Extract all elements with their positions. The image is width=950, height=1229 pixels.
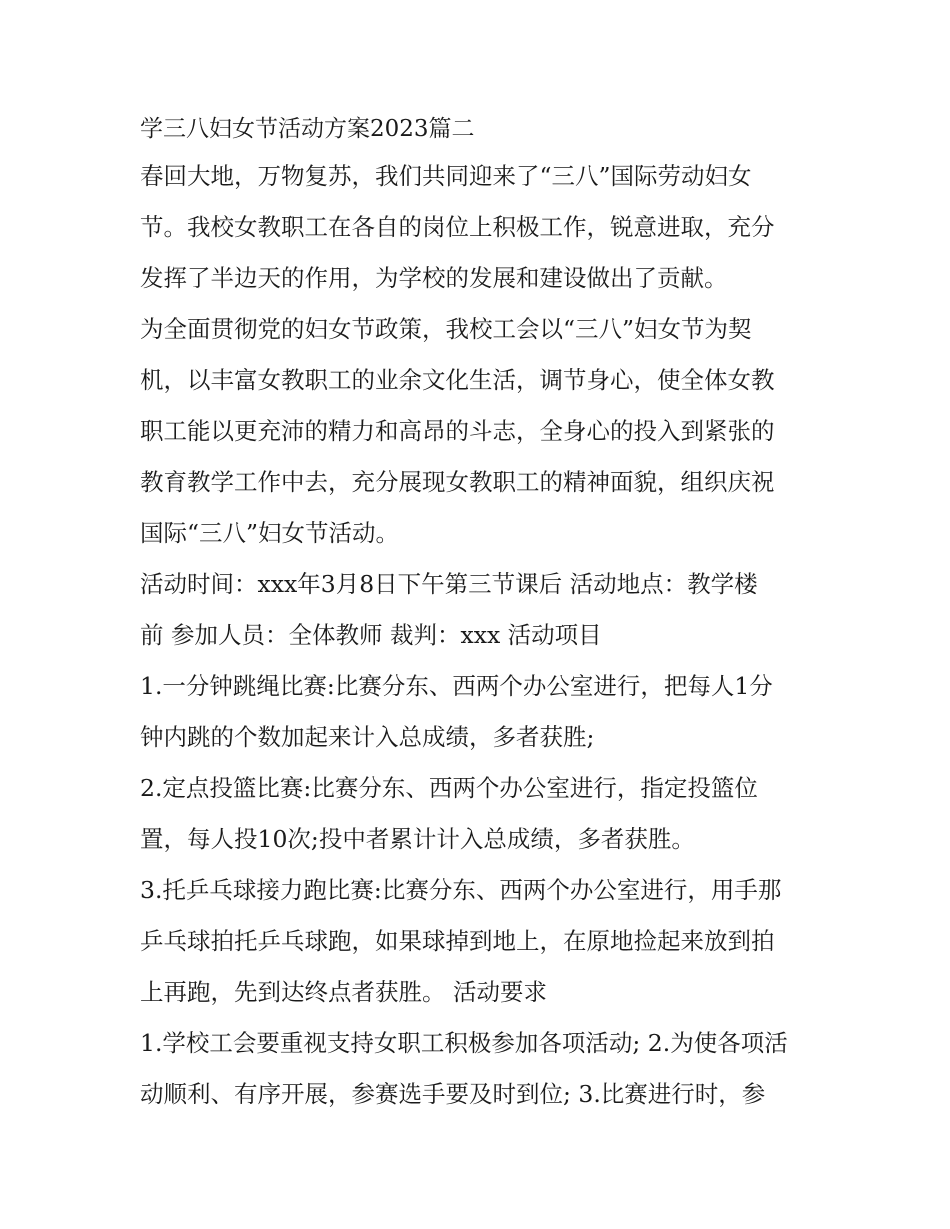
document-title: 学三八妇女节活动方案2023篇二 — [140, 116, 475, 142]
text-line-8: 国际“三八”妇女节活动。 — [140, 519, 400, 547]
text-line-9: 活动时间：xxx年3月8日下午第三节课后 活动地点：教学楼 — [140, 570, 758, 598]
text-line-15: 3.托乒乓球接力跑比赛:比赛分东、西两个办公室进行，用手那 — [140, 876, 782, 904]
text-line-14: 置，每人投10次;投中者累计计入总成绩，多者获胜。 — [140, 825, 695, 853]
text-line-10: 前 参加人员：全体教师 裁判：xxx 活动项目 — [140, 621, 602, 649]
text-line-11: 1.一分钟跳绳比赛:比赛分东、西两个办公室进行，把每人1分 — [140, 672, 773, 700]
text-line-12: 钟内跳的个数加起来计入总成绩，多者获胜; — [140, 723, 595, 751]
text-line-2: 节。我校女教职工在各自的岗位上积极工作，锐意进取，充分 — [140, 213, 775, 241]
text-line-19: 动顺利、有序开展，参赛选手要及时到位; 3.比赛进行时，参 — [140, 1080, 766, 1108]
text-line-7: 教育教学工作中去，充分展现女教职工的精神面貌，组织庆祝 — [140, 468, 775, 496]
document-body — [140, 111, 820, 1120]
text-line-4: 为全面贯彻党的妇女节政策，我校工会以“三八”妇女节为契 — [140, 315, 752, 343]
text-line-6: 职工能以更充沛的精力和高昂的斗志，全身心的投入到紧张的 — [140, 417, 775, 445]
text-line-18: 1.学校工会要重视支持女职工积极参加各项活动; 2.为使各项活 — [140, 1029, 788, 1057]
text-line-1: 春回大地，万物复苏，我们共同迎来了“三八”国际劳动妇女 — [140, 162, 752, 190]
text-line-3: 发挥了半边天的作用，为学校的发展和建设做出了贡献。 — [140, 264, 728, 292]
text-line-13: 2.定点投篮比赛:比赛分东、西两个办公室进行，指定投篮位 — [140, 774, 758, 802]
text-line-16: 乒乓球拍托乒乓球跑，如果球掉到地上，在原地捡起来放到拍 — [140, 927, 775, 955]
text-line-17: 上再跑，先到达终点者获胜。 活动要求 — [140, 978, 547, 1006]
text-line-5: 机，以丰富女教职工的业余文化生活，调节身心，使全体女教 — [140, 366, 775, 394]
